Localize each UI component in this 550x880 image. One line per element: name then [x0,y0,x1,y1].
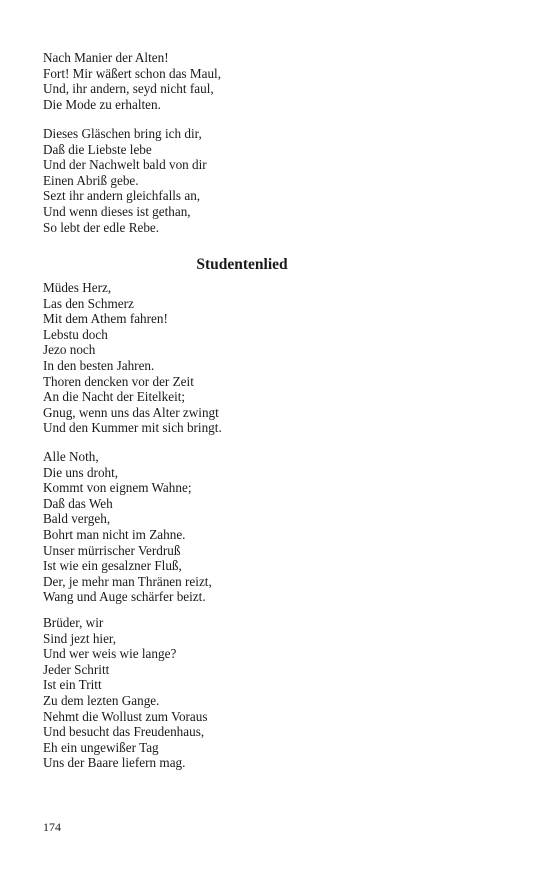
verse-line: Nehmt die Wollust zum Voraus [43,708,208,724]
verse-line: Wang und Auge schärfer beizt. [43,589,206,605]
verse-line: Ist ein Tritt [43,677,102,693]
verse-line: An die Nacht der Eitelkeit; [43,389,186,405]
verse-line: Gnug, wenn uns das Alter zwingt [43,404,219,420]
page-number: 174 [43,820,61,834]
verse-line: Eh ein ungewißer Tag [43,739,159,755]
verse-line: Thoren dencken vor der Zeit [43,373,194,389]
verse-line: Und den Kummer mit sich bringt. [43,420,222,436]
verse-line: Lebstu doch [43,326,108,342]
verse-line: Brüder, wir [43,615,104,630]
verse-line: Und der Nachwelt bald von dir [43,157,207,173]
verse-line: Unser mürrischer Verdruß [43,542,181,558]
verse-line: Alle Noth, [43,449,99,464]
verse-line: Nach Manier der Alten! [43,50,169,65]
verse-line: So lebt der edle Rebe. [43,219,160,235]
verse-line: Und wer weis wie lange? [43,646,177,662]
verse-line: Las den Schmerz [43,295,134,311]
stanza [43,280,222,436]
verse-line: Daß das Weh [43,495,113,511]
verse-line: Daß die Liebste lebe [43,141,152,157]
verse-line: Kommt von eignem Wahne; [43,480,192,496]
verse-line: Und besucht das Freudenhaus, [43,724,205,740]
stanza [43,50,221,112]
verse-line: Bald vergeh, [43,511,111,527]
stanza [43,615,208,771]
verse-line: Und, ihr andern, seyd nicht faul, [43,81,214,97]
verse-line: Die Mode zu erhalten. [43,96,161,112]
verse-line: Jeder Schritt [43,661,110,677]
verse-line: Fort! Mir wäßert schon das Maul, [43,65,221,81]
stanza [43,449,212,605]
verse-line: Der, je mehr man Thränen reizt, [43,573,212,589]
verse-line: Müdes Herz, [43,280,112,295]
poem-title: Studentenlied [196,256,288,273]
verse-line: Einen Abriß gebe. [43,172,139,188]
verse-line: Ist wie ein gesalzner Fluß, [43,558,182,574]
verse-line: Bohrt man nicht im Zahne. [43,526,186,542]
verse-line: In den besten Jahren. [43,357,155,373]
verse-line: Sind jezt hier, [43,630,117,646]
verse-line: Und wenn dieses ist gethan, [43,203,191,219]
verse-line: Zu dem lezten Gange. [43,692,160,708]
stanza [43,126,207,235]
verse-line: Die uns droht, [43,464,119,480]
verse-line: Mit dem Athem fahren! [43,311,168,327]
verse-line: Uns der Baare liefern mag. [43,755,186,771]
verse-line: Sezt ihr andern gleichfalls an, [43,188,201,204]
verse-line: Jezo noch [43,342,96,358]
verse-line: Dieses Gläschen bring ich dir, [43,126,202,141]
